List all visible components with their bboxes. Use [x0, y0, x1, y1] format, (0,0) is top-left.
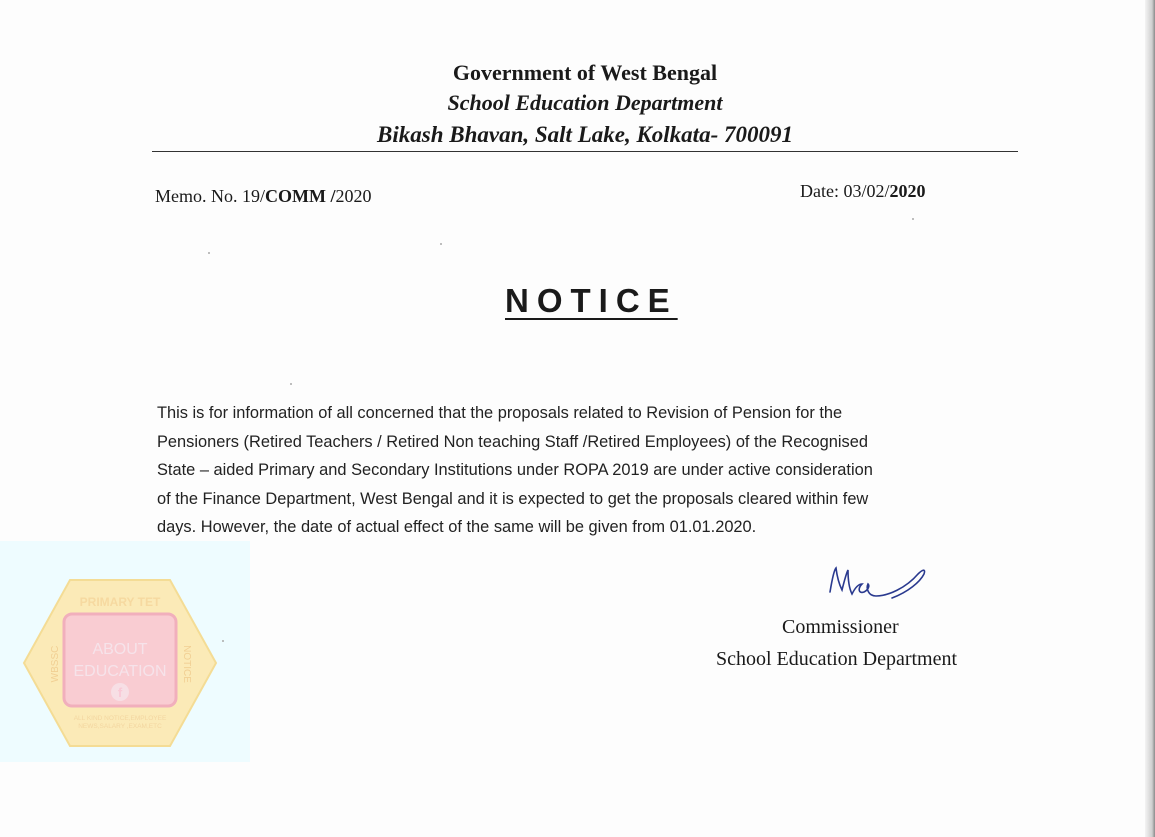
date-prefix: Date: 03/02/ — [800, 181, 890, 201]
page-edge-shadow — [1145, 0, 1155, 837]
scan-speck — [208, 252, 210, 254]
scan-speck — [290, 383, 292, 385]
body-line: days. However, the date of actual effect of the same will be given from 01.01.2020. — [157, 518, 757, 536]
body-line: This is for information of all concerned that the proposals related to Revision of Pension for the — [157, 404, 843, 422]
memo-year: 2020 — [335, 186, 372, 206]
body-line: of the Finance Department, West Bengal and it is expected to get the proposals cleared within few — [157, 489, 869, 508]
watermark-bottom-line1: ALL KIND NOTICE,EMPLOYEE — [73, 715, 167, 722]
header-address: Bikash Bhavan, Salt Lake, Kolkata- 700091 — [377, 122, 793, 147]
notice-body — [157, 399, 1037, 542]
watermark-right-text: NOTICE — [181, 645, 192, 683]
svg-text:f: f — [117, 685, 123, 700]
watermark-center-line1: ABOUT — [92, 641, 148, 658]
signatory-title: Commissioner — [782, 616, 899, 638]
scan-speck — [912, 218, 914, 220]
memo-number — [155, 186, 371, 207]
notice-title: NOTICE — [505, 282, 678, 319]
signatory-department: School Education Department — [716, 648, 958, 670]
memo-prefix: Memo. No. 19/ — [155, 186, 265, 206]
facebook-icon — [111, 683, 129, 701]
body-line: State – aided Primary and Secondary Institutions under ROPA 2019 are under active consideration — [157, 461, 873, 479]
handwritten-signature — [822, 562, 932, 608]
watermark-center-line2: EDUCATION — [73, 663, 167, 680]
watermark-badge — [20, 576, 220, 750]
header-divider — [152, 151, 1018, 152]
watermark-bottom-line2: NEWS,SALARY ,EXAM,ETC — [78, 723, 162, 730]
body-line: Pensioners (Retired Teachers / Retired Non teaching Staff /Retired Employees) of the Recognised — [157, 432, 868, 451]
date-year: 2020 — [889, 181, 926, 201]
memo-date — [800, 181, 925, 202]
watermark-top-text: PRIMARY TET — [79, 595, 161, 609]
scan-speck — [440, 243, 442, 245]
scan-speck — [222, 640, 224, 642]
memo-bold: COMM / — [265, 186, 336, 206]
header-department: School Education Department — [447, 90, 723, 115]
header-government: Government of West Bengal — [452, 60, 718, 85]
watermark-left-text: WBSSC — [50, 645, 61, 683]
